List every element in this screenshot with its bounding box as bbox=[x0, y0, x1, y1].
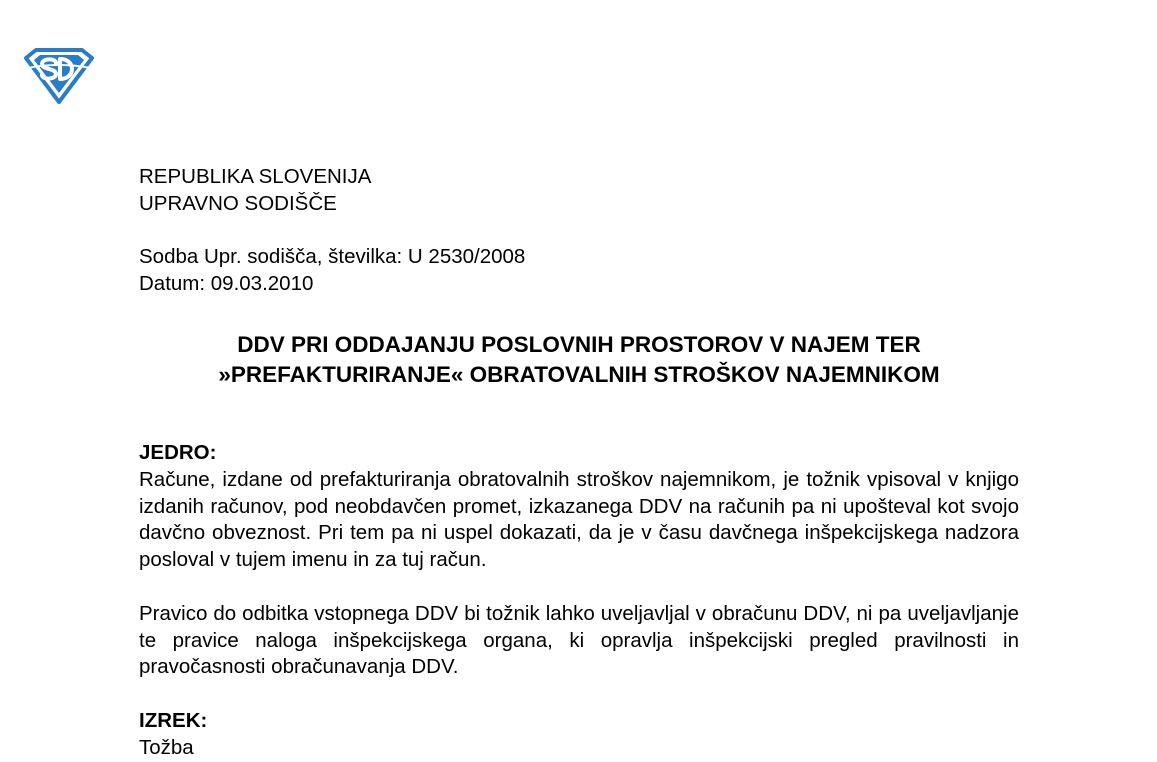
document-title bbox=[139, 330, 1019, 390]
judgment-reference: Sodba Upr. sodišča, številka: U 2530/2008 bbox=[139, 245, 526, 269]
izrek-text: Tožba bbox=[139, 735, 194, 759]
title-line-2: »PREFAKTURIRANJE« OBRATOVALNIH STROŠKOV NAJEMNIKOM bbox=[218, 361, 940, 387]
judgment-date: Datum: 09.03.2010 bbox=[139, 272, 314, 296]
izrek-heading: IZREK: bbox=[139, 708, 208, 732]
jedro-heading: JEDRO: bbox=[139, 440, 217, 464]
jedro-paragraph-2: Pravico do odbitka vstopnega DDV bi tožnik lahko uveljavljal v obračunu DDV, ni pa uveljavljanje te pravice naloga inšpekcijskega organa, ki opravlja inšpekcijski pregled pravilnosti in pravočasnosti obračunavanja DDV. bbox=[139, 601, 1019, 679]
republic-name: REPUBLIKA SLOVENIJA bbox=[139, 165, 372, 188]
document-body bbox=[139, 164, 1019, 762]
sd-logo-icon bbox=[22, 48, 96, 104]
title-line-1: DDV PRI ODDAJANJU POSLOVNIH PROSTOROV V NAJEM TER bbox=[237, 331, 921, 357]
court-name: UPRAVNO SODIŠČE bbox=[139, 191, 337, 215]
jedro-paragraph-1: Račune, izdane od prefakturiranja obratovalnih stroškov najemnikom, je tožnik vpisoval v knjigo izdanih računov, pod neobdavčen promet, izkazanega DDV na računih pa ni upošteval kot svojo davčno obveznost. Pri tem pa ni uspel dokazati, da je v času davčnega inšpekcijskega nadzora posloval v tujem imenu in za tuj račun. bbox=[139, 467, 1019, 572]
